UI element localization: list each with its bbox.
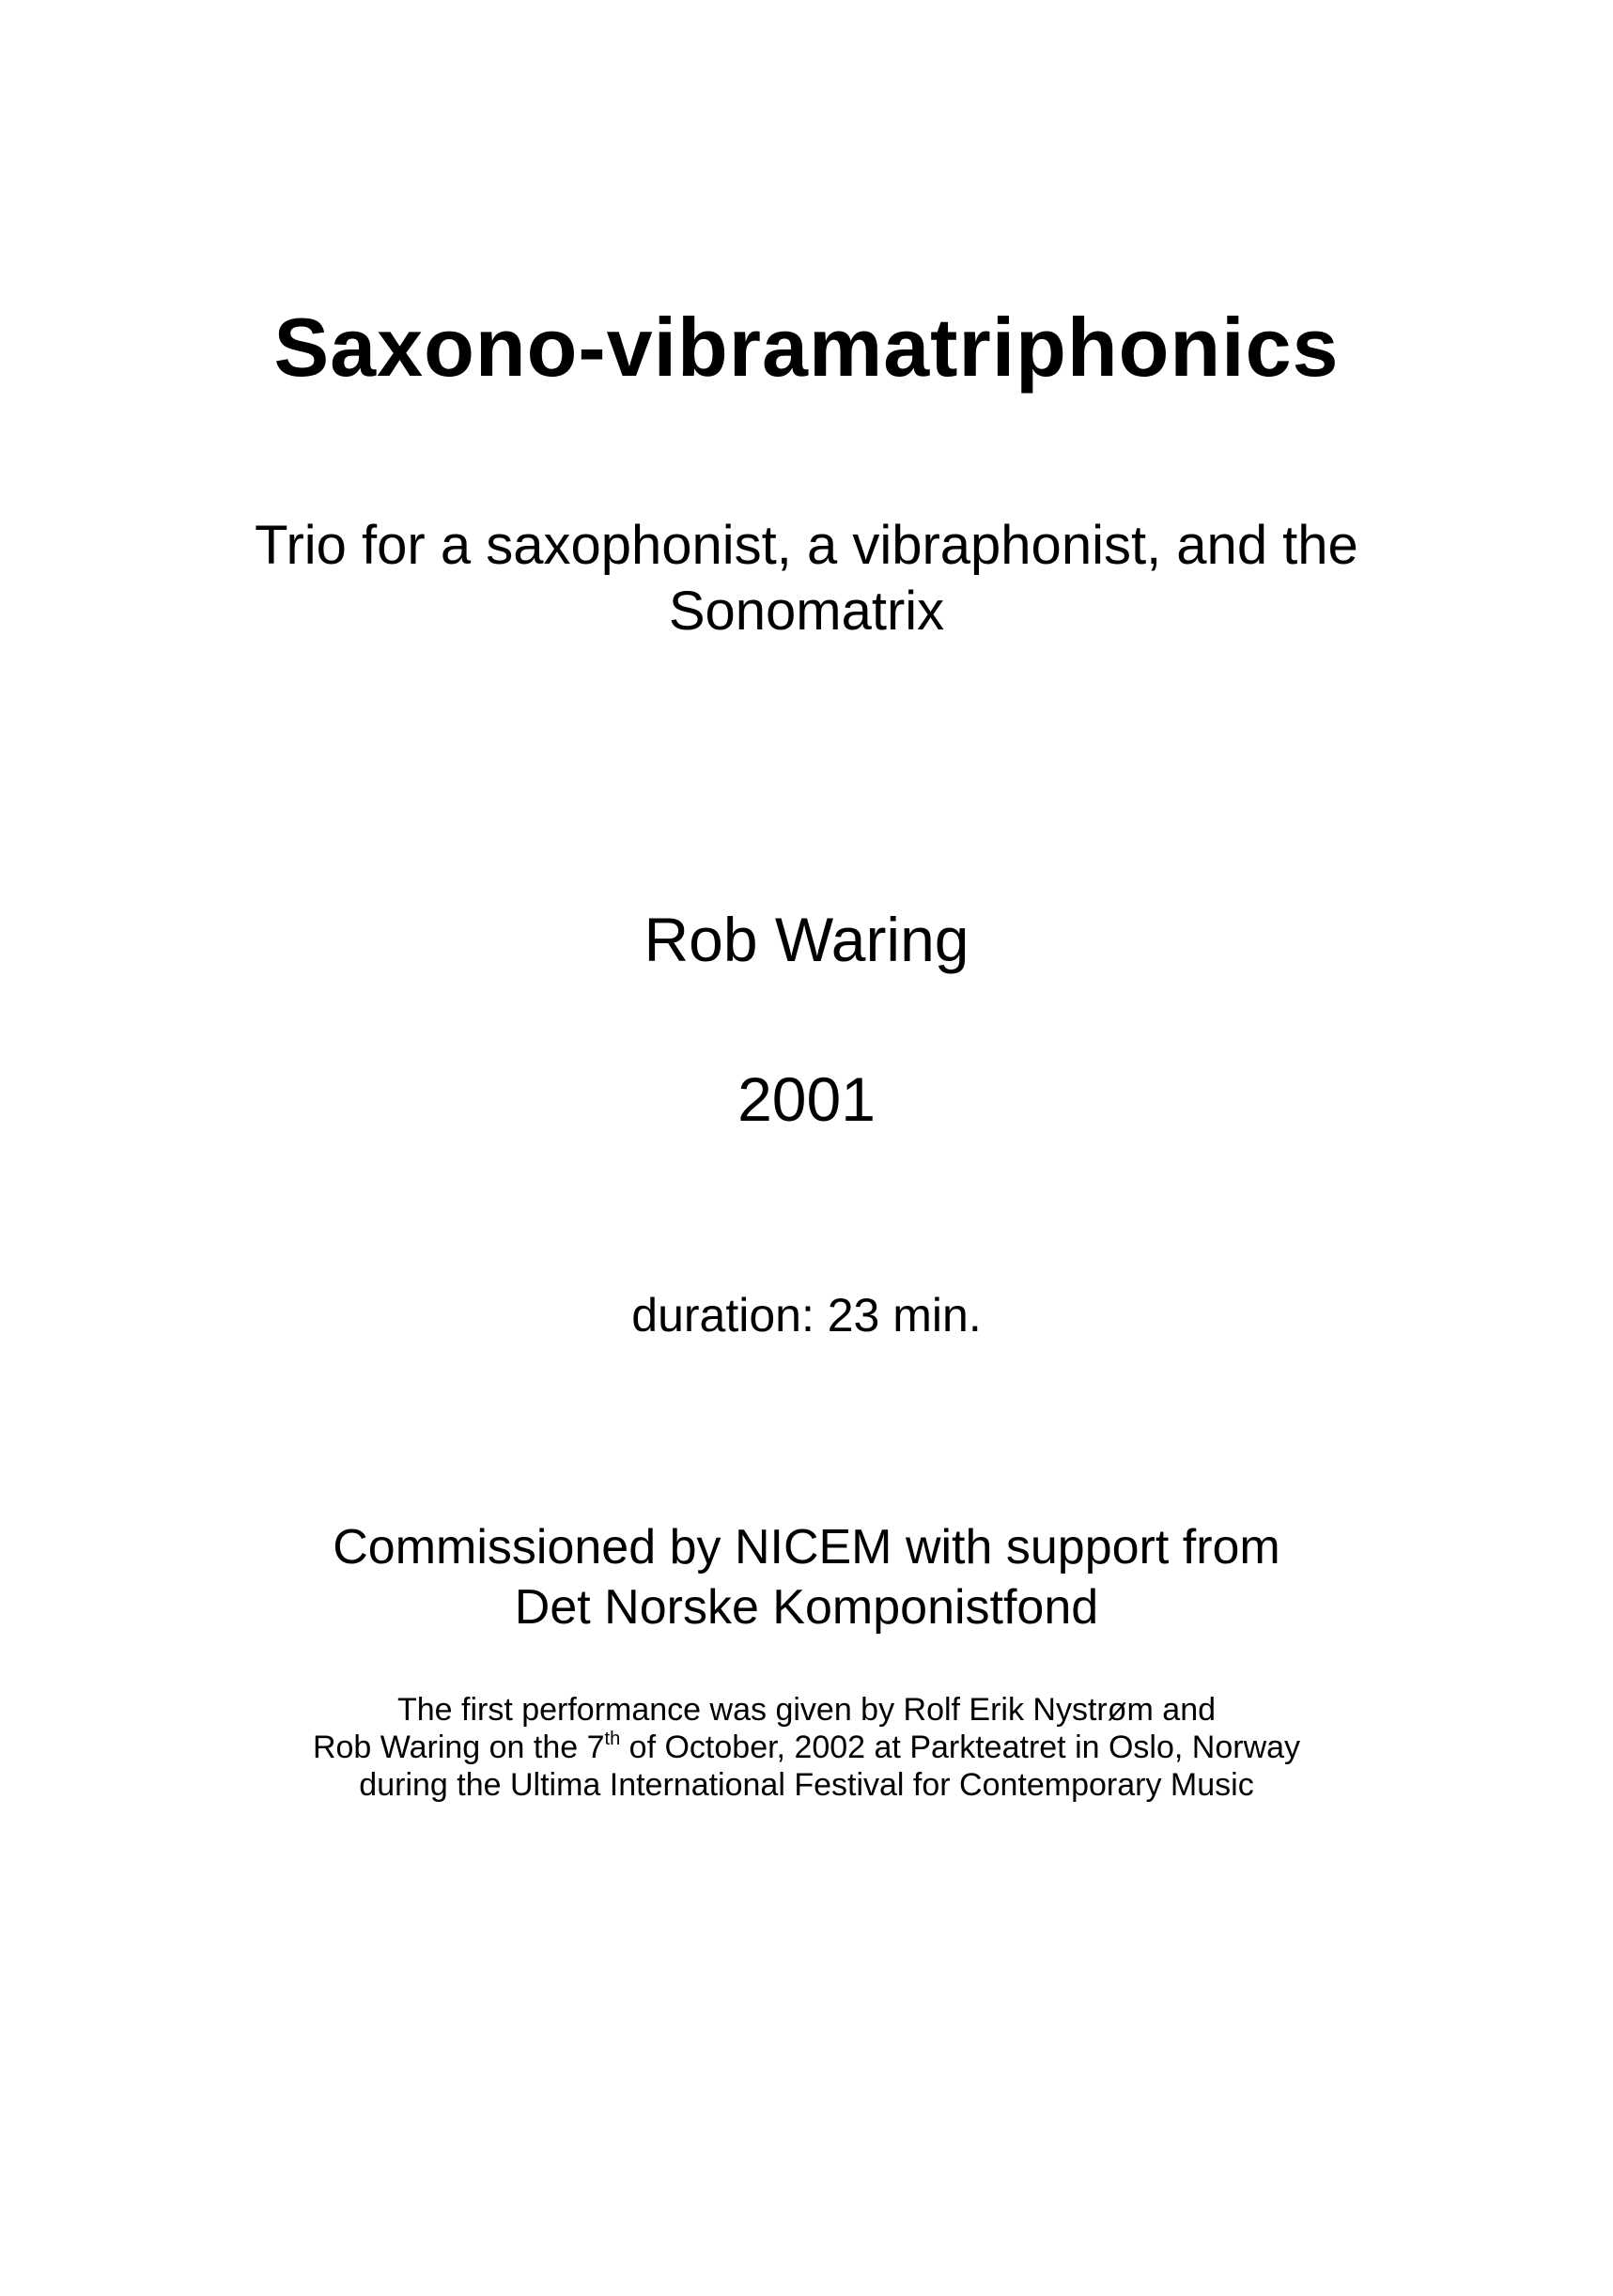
subtitle-line-2: Sonomatrix [668, 581, 945, 642]
premiere-line-2 [0, 1729, 1613, 1766]
premiere-line-1: The first performance was given by Rolf Erik Nystrøm and [396, 1692, 1217, 1728]
composition-year: 2001 [737, 1064, 876, 1134]
premiere-line-2-start: Rob Waring on the 7 [312, 1730, 605, 1765]
commission-line-1: Commissioned by NICEM with support from [333, 1520, 1280, 1575]
premiere-line-3: during the Ultima International Festival for Contemporary Music [359, 1767, 1254, 1803]
work-title: Saxono-vibramatriphonics [273, 301, 1340, 394]
ordinal-suffix: th [604, 1729, 621, 1749]
commission-line-2: Det Norske Komponistfond [514, 1580, 1099, 1635]
premiere-line-2-end: of October, 2002 at Parkteatret in Oslo, Norway [620, 1730, 1301, 1765]
composer-name: Rob Waring [644, 905, 969, 974]
duration-text: duration: 23 min. [631, 1289, 982, 1342]
subtitle-line-1: Trio for a saxophonist, a vibraphonist, and the [255, 515, 1358, 576]
